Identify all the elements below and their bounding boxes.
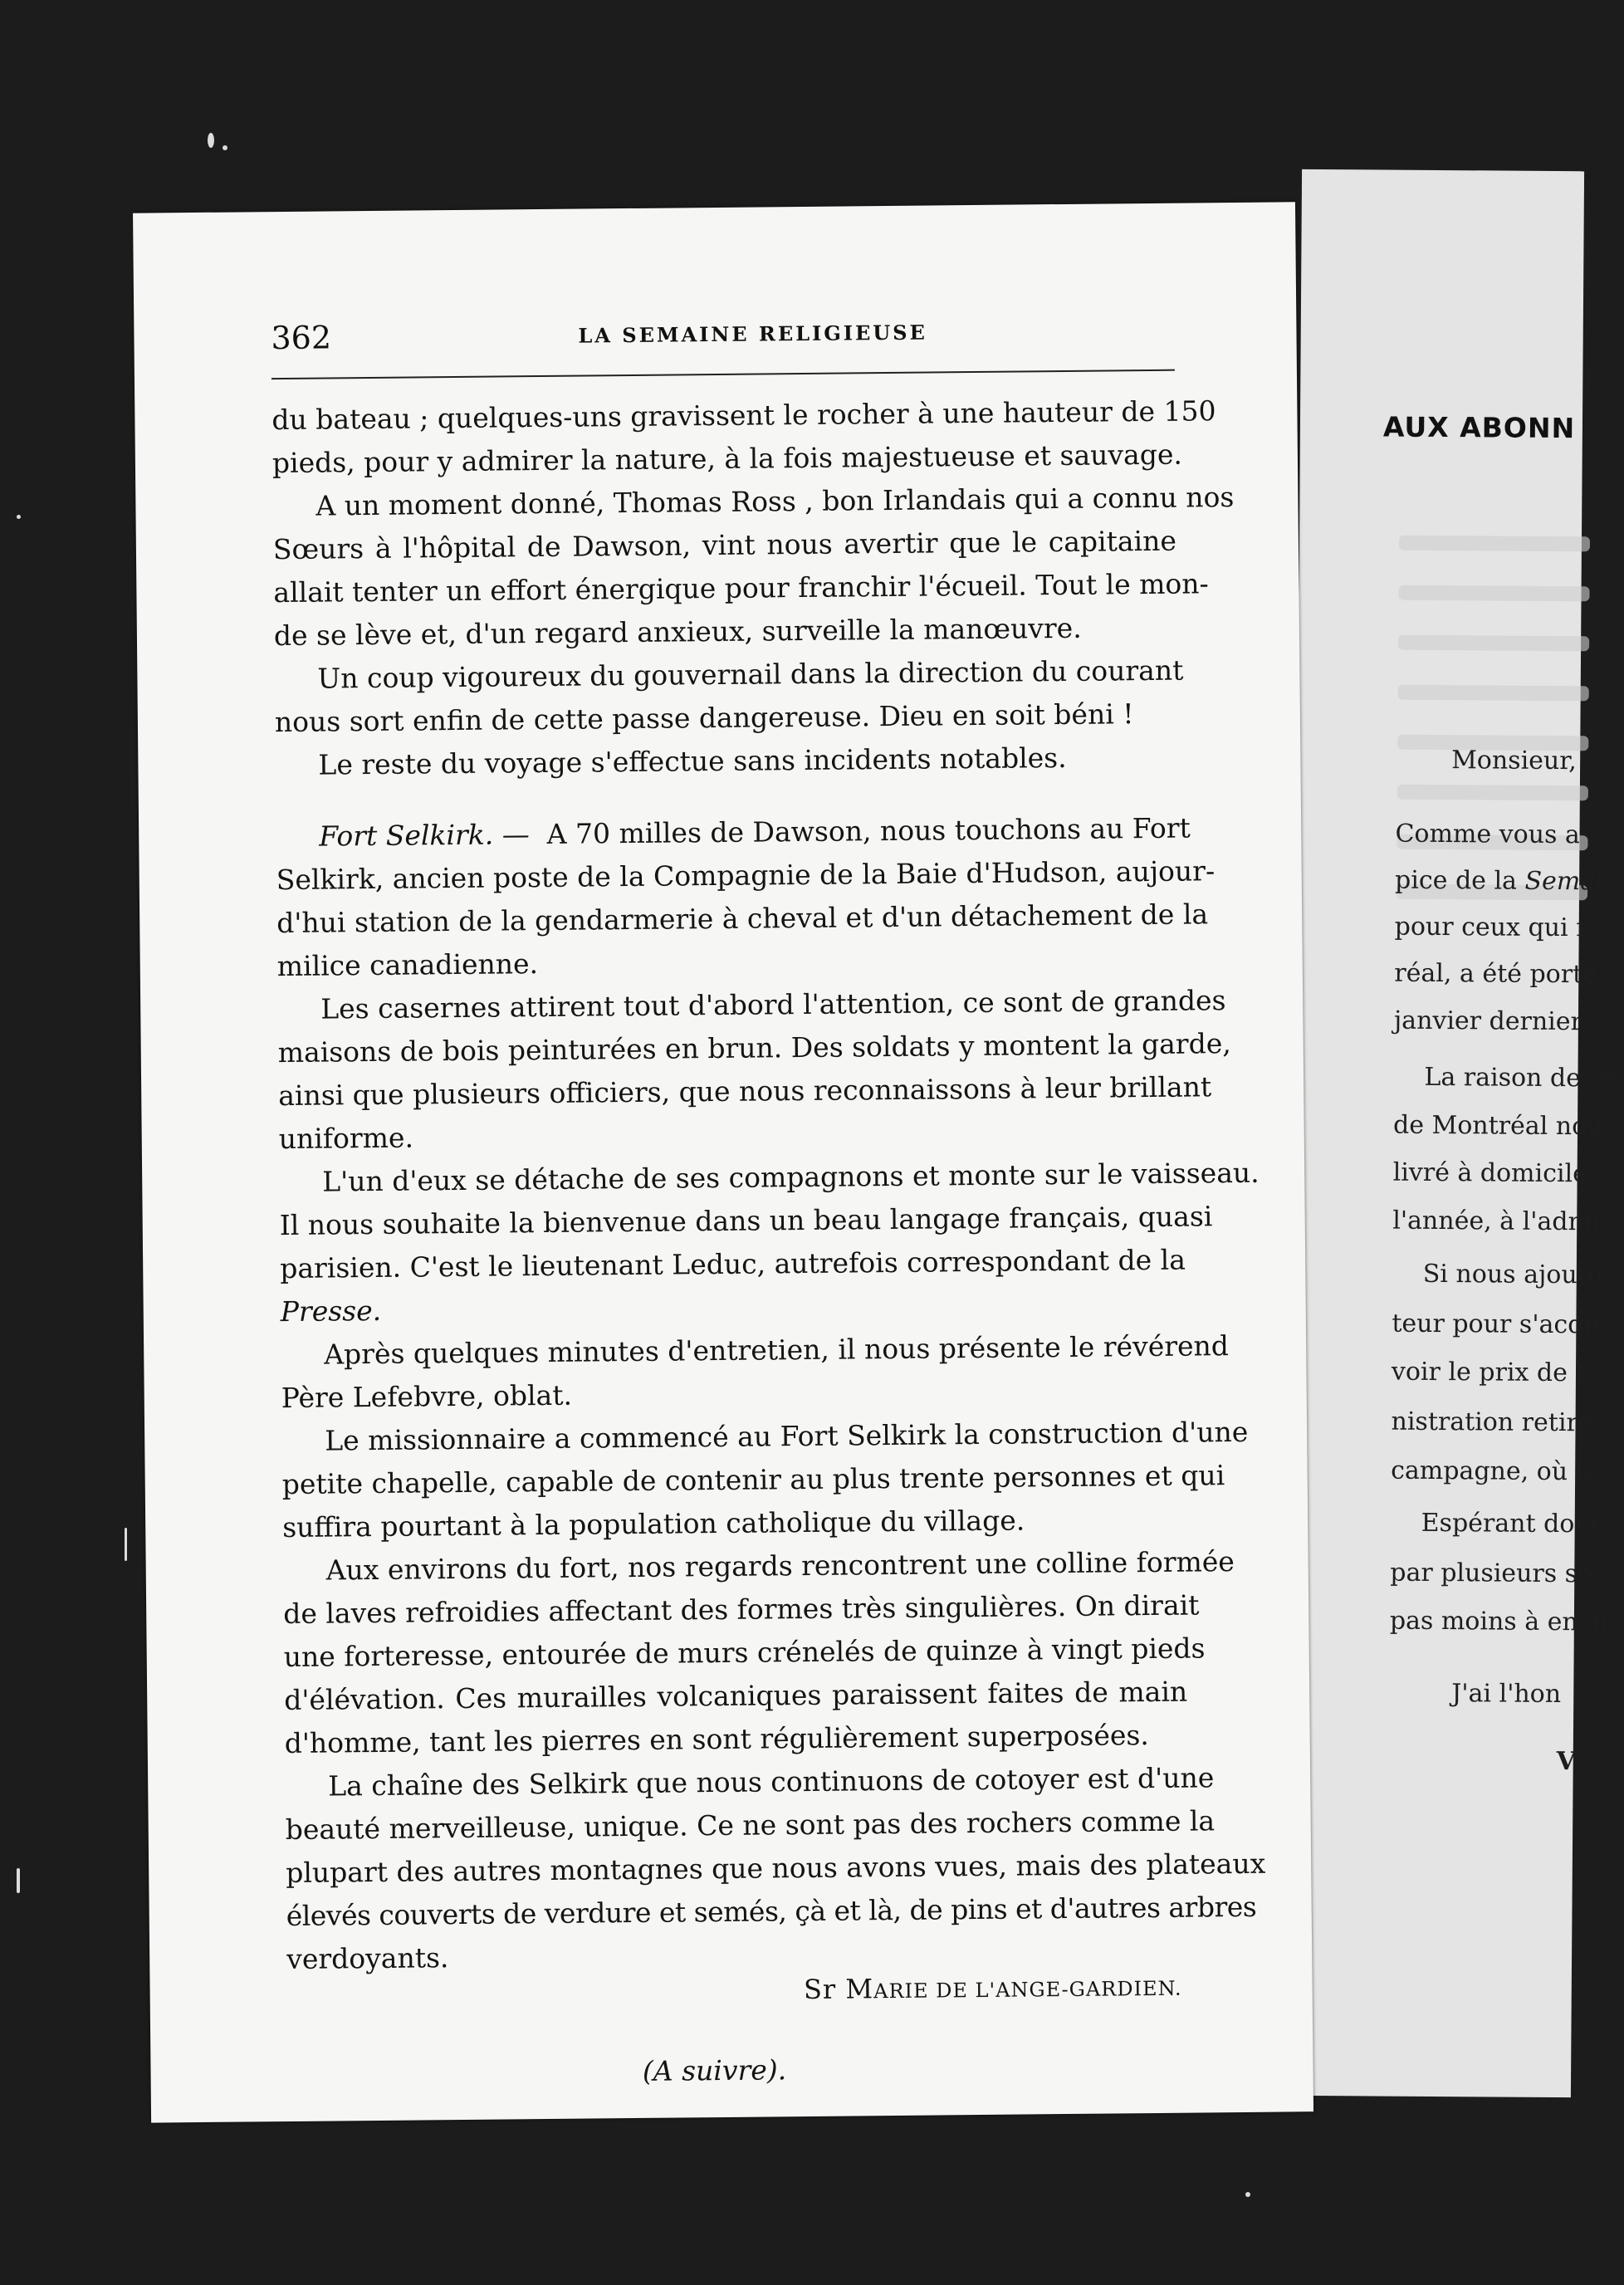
text-line: verdoyants. [286,1941,449,1976]
adjacent-line: par plusieurs so [1390,1558,1593,1589]
text-line: suffira pourtant à la population catholique du village. [282,1504,1025,1544]
text-line: allait tenter un effort énergique pour franchir l'écueil. Tout le mon- [273,567,1209,609]
text-line: milice canadienne. [276,947,539,983]
adjacent-line: Comme vous a [1395,819,1580,850]
faded-text [1398,685,1589,702]
adjacent-line: V [1556,1747,1577,1777]
text-line: Selkirk, ancien poste de la Compagnie de la Baie d'Hudson, aujour- [276,854,1216,897]
text-line: plupart des autres montagnes que nous avons vues, mais des plateaux [286,1847,1266,1890]
signature-caps: ARIE DE L'ANGE-GARDIEN. [873,1976,1182,2004]
faded-text [1399,536,1590,552]
text-line: de se lève et, d'un regard anxieux, surveille la manœuvre. [273,611,1082,653]
text-fragment: A 70 milles de Dawson, nous touchons au Fort [546,811,1191,850]
adjacent-line: l'année, à l'admi [1392,1206,1600,1237]
adjacent-line: campagne, où le [1391,1456,1599,1487]
adjacent-line: La raison de ce [1424,1062,1618,1094]
running-title: LA SEMAINE RELIGIEUSE [578,320,927,348]
adjacent-line: de Montréal nou [1392,1110,1603,1142]
faded-text [1398,635,1589,652]
text-line: une forteresse, entourée de murs crénelés de quinze à vingt pieds [283,1632,1206,1674]
section-heading: Fort Selkirk. — [319,818,530,853]
article-body [271,390,1266,2097]
film-speck [125,1528,127,1561]
page-number: 362 [271,319,332,357]
text-line: Il nous souhaite la bienvenue dans un beau langage français, quasi [279,1200,1213,1242]
film-speck [208,133,214,148]
adjacent-line: J'ai l'hon [1451,1679,1562,1710]
signature-prefix: Sr M [803,1973,874,2006]
text-line: nous sort enfin de cette passe dangereuse. Dieu en soit béni ! [274,697,1134,739]
text-line: Sœurs à l'hôpital de Dawson, vint nous avertir que le capitaine [272,524,1177,566]
text-line: A un moment donné, Thomas Ross , bon Irlandais qui a connu nos [316,481,1235,522]
text-line: Père Lefebvre, oblat. [281,1378,573,1415]
text-line: L'un d'eux se détache de ses compagnons et monte sur le vaisseau. [322,1156,1260,1198]
text-line: beauté merveilleuse, unique. Ce ne sont pas des rochers comme la [285,1804,1216,1847]
text-line: Le missionnaire a commencé au Fort Selkirk la construction d'une [325,1415,1249,1457]
adjacent-line: réal, a été porté [1394,958,1598,990]
adjacent-line: nistration retire [1391,1407,1593,1438]
adjacent-line: pour ceux qui r [1394,912,1588,943]
text-line: d'élévation. Ces murailles volcaniques paraissent faites de main [284,1675,1188,1717]
text-line: Un coup vigoureux du gouvernail dans la direction du courant [317,653,1184,695]
page-header [271,311,1167,361]
text-line: Le reste du voyage s'effectue sans incidents notables. [318,741,1067,781]
text-line: maisons de bois peinturées en brun. Des soldats y montent la garde, [277,1027,1231,1069]
text-line: Les casernes attirent tout d'abord l'attention, ce sont de grandes [320,984,1226,1025]
adjacent-line: Si nous ajouto [1422,1259,1602,1290]
adjacent-line: pas moins à enco [1389,1606,1607,1637]
adjacent-line: pice de la Semai [1395,865,1603,897]
adjacent-line: Monsieur, [1451,746,1578,776]
text-line: La chaîne des Selkirk que nous continuons de cotoyer est d'une [328,1761,1215,1803]
text-line: de laves refroidies affectant des formes très singulières. On dirait [283,1588,1200,1631]
faded-text [1397,785,1588,801]
adjacent-line: janvier dernier. [1393,1005,1588,1037]
text-line: uniforme. [278,1121,414,1156]
text-line: ainsi que plusieurs officiers, que nous reconnaissons à leur brillant [278,1070,1212,1113]
film-speck [17,1868,20,1893]
text-line: d'homme, tant les pierres en sont régulièrement superposées. [284,1719,1150,1760]
to-be-continued: (A suivre). [642,2053,787,2087]
text-line: Aux environs du fort, nos regards rencontrent une colline formée [325,1545,1235,1587]
text-line: d'hui station de la gendarmerie à cheval et d'un détachement de la [276,898,1209,940]
adjacent-page [1289,169,1618,2097]
text-line: parisien. C'est le lieutenant Leduc, autrefois correspondant de la [280,1243,1186,1285]
film-speck [17,515,21,519]
text-line: Après quelques minutes d'entretien, il nous présente le révérend [324,1329,1230,1371]
text-line: Presse. [280,1294,382,1328]
header-rule [271,369,1175,379]
faded-text [1398,585,1589,602]
adjacent-line: livré à domicile [1392,1157,1588,1189]
adjacent-page-title: AUX ABONN [1382,410,1576,445]
adjacent-line: teur pour s'acqu [1392,1309,1600,1340]
text-line: du bateau ; quelques-uns gravissent le rocher à une hauteur de 150 [271,394,1216,437]
adjacent-line: voir le prix de l' [1391,1357,1591,1388]
film-speck [223,145,227,150]
text-line: petite chapelle, capable de contenir au plus trente personnes et qui [281,1459,1225,1501]
main-page [133,202,1313,2122]
text-line: pieds, pour y admirer la nature, à la fois majestueuse et sauvage. [271,438,1183,480]
film-speck [1245,2192,1250,2197]
adjacent-line: Espérant donc [1421,1508,1605,1539]
text-line: élevés couverts de verdure et semés, çà et là, de pins et d'autres arbres [286,1890,1257,1933]
